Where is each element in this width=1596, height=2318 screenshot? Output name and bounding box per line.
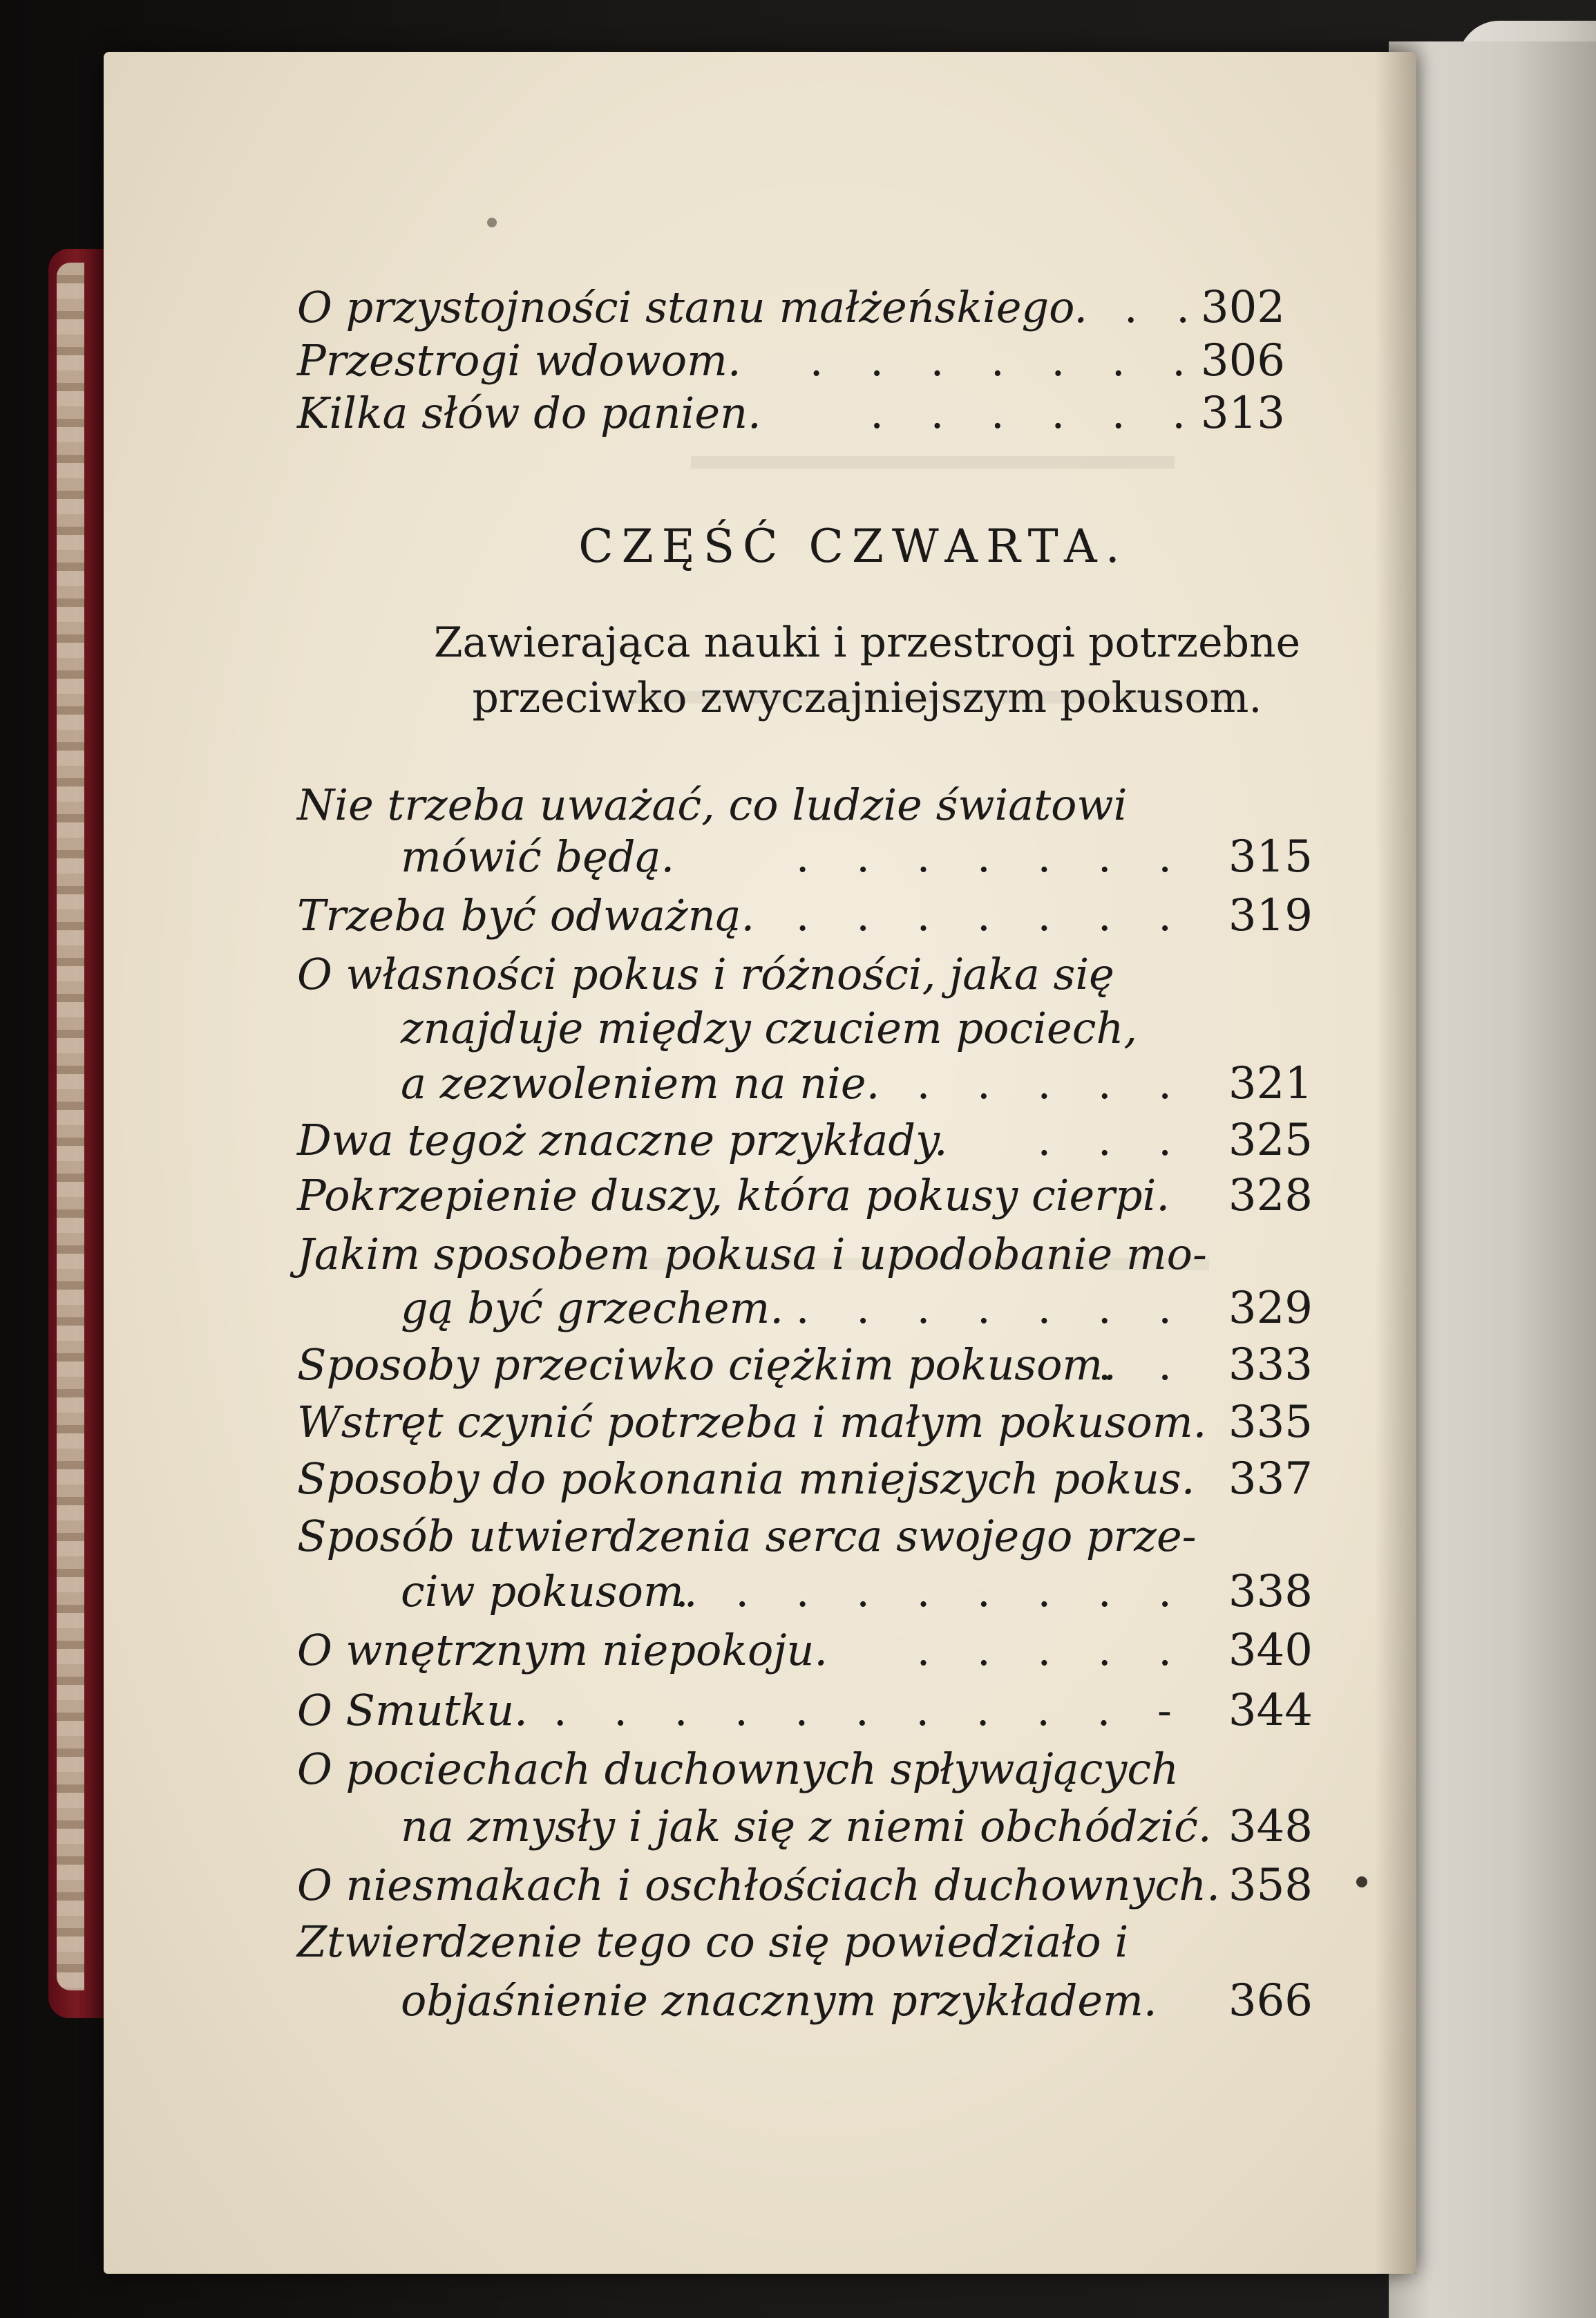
toc-leader: . . . . . . . . . . -: [553, 1685, 1188, 1735]
toc-page-number: 366: [1228, 1975, 1313, 2026]
toc-entry-line: [401, 1056, 1313, 1111]
toc-leader: . . . . .: [916, 1058, 1188, 1109]
toc-page-number: 335: [1228, 1397, 1313, 1448]
toc-leader: . .: [1123, 282, 1202, 332]
toc-page-number: 329: [1228, 1283, 1313, 1334]
toc-page-number: 344: [1228, 1685, 1313, 1736]
toc-entry-line: [401, 1799, 1313, 1854]
toc-entry-line: [297, 1742, 1313, 1797]
toc-page-number: 306: [1200, 335, 1285, 386]
toc-entry-line: [401, 1281, 1313, 1336]
toc-entry-line: [401, 1973, 1313, 2028]
toc-entry-title: objaśnienie znacznym przykładem.: [401, 1975, 1157, 2026]
toc-leader: . . . . . .: [870, 388, 1202, 438]
toc-page-number: 333: [1228, 1339, 1313, 1391]
toc-page-number: 328: [1228, 1170, 1313, 1221]
toc-page-number: 348: [1228, 1801, 1313, 1852]
toc-entry-line: [297, 778, 1313, 833]
toc-entry-title: na zmysły i jak się z niemi obchódzić.: [401, 1801, 1212, 1851]
toc-leader: . .: [1097, 1339, 1188, 1390]
toc-leader: . . . . .: [916, 1625, 1188, 1675]
toc-entry-title: Jakim sposobem pokusa i upodobanie mo-: [297, 1229, 1207, 1279]
toc-page-number: 358: [1228, 1860, 1313, 1911]
toc-entry-title: Pokrzepienie duszy, która pokusy cierpi.: [297, 1170, 1170, 1221]
toc-entry: [297, 386, 1285, 441]
bleed-through: [691, 456, 1175, 469]
toc-entry-title: Przestrogi wdowom.: [297, 335, 741, 386]
section-subtitle: przeciwko zwyczajniejszym pokusom.: [472, 674, 1262, 722]
toc-page-number: 338: [1228, 1566, 1313, 1617]
toc-entry: [297, 1395, 1313, 1450]
toc-entry-title: a zezwoleniem na nie.: [401, 1058, 880, 1109]
toc-page-number: 340: [1228, 1625, 1313, 1676]
toc-page-number: 321: [1228, 1058, 1313, 1109]
toc-leader: . . . . . . .: [809, 335, 1202, 386]
toc-entry: [297, 333, 1285, 388]
toc-entry-title: Ztwierdzenie tego co się powiedziało i: [297, 1916, 1129, 1967]
toc-entry: [297, 280, 1285, 335]
toc-entry-line: [401, 1564, 1313, 1619]
toc-entry-title: znajduje między czuciem pociech,: [401, 1003, 1138, 1053]
toc-leader: . . . . . . .: [795, 1283, 1188, 1333]
toc-page-number: 302: [1200, 282, 1285, 333]
toc-entry-title: Nie trzeba uważać, co ludzie światowi: [297, 780, 1128, 830]
toc-entry-title: Sposoby do pokonania mniejszych pokus.: [297, 1453, 1195, 1504]
facing-page: [1389, 41, 1596, 2318]
toc-entry: [297, 1337, 1313, 1393]
toc-entry: [297, 1623, 1313, 1678]
toc-page-number: 325: [1228, 1115, 1313, 1166]
toc-entry-title: Trzeba być odważną.: [297, 890, 755, 941]
toc-entry-line: [401, 829, 1313, 885]
toc-entry-title: Sposób utwierdzenia serca swojego prze-: [297, 1511, 1197, 1561]
toc-entry-title: Wstręt czynić potrzeba i małym pokusom.: [297, 1397, 1207, 1447]
toc-entry-line: [297, 1509, 1313, 1564]
toc-entry-title: O niesmakach i oschłościach duchownych.: [297, 1860, 1220, 1910]
toc-page-number: 319: [1228, 890, 1313, 941]
toc-page-number: 337: [1228, 1453, 1313, 1505]
section-title: CZĘŚĆ CZWARTA.: [578, 520, 1128, 573]
toc-entry-title: O Smutku.: [297, 1685, 528, 1735]
toc-entry: [297, 1451, 1313, 1507]
toc-leader: . . . . . . . . .: [674, 1566, 1188, 1617]
toc-entry-line: [401, 1001, 1313, 1056]
toc-entry-title: Kilka słów do panien.: [297, 388, 761, 438]
toc-entry-title: gą być grzechem.: [401, 1283, 784, 1333]
page-gutter-shadow: [1375, 52, 1416, 2274]
toc-entry-title: O pociechach duchownych spływających: [297, 1744, 1179, 1794]
toc-entry-title: ciw pokusom.: [401, 1566, 698, 1617]
toc-entry-title: mówić będą.: [401, 831, 675, 882]
toc-entry: [297, 1683, 1313, 1738]
toc-leader: . . . . . . .: [795, 831, 1188, 882]
toc-leader: . . . . . . .: [795, 890, 1188, 941]
toc-page-number: 313: [1200, 388, 1285, 439]
toc-entry-title: Sposoby przeciwko ciężkim pokusom.: [297, 1339, 1117, 1390]
toc-entry-line: [297, 1914, 1313, 1970]
toc-leader: . . .: [1037, 1115, 1188, 1165]
toc-entry-title: O własności pokus i różności, jaka się: [297, 949, 1114, 999]
toc-entry-line: [297, 1227, 1313, 1282]
page-mark: [487, 218, 497, 227]
toc-entry-title: Dwa tegoż znaczne przykłady.: [297, 1115, 948, 1165]
toc-page-number: 315: [1228, 831, 1313, 883]
section-subtitle: Zawierająca nauki i przestrogi potrzebne: [433, 619, 1301, 667]
toc-entry: [297, 888, 1313, 943]
toc-entry: [297, 1113, 1313, 1168]
toc-entry: [297, 1168, 1313, 1223]
toc-entry-line: [297, 947, 1313, 1002]
toc-entry: [297, 1858, 1313, 1913]
toc-entry-title: O przystojności stanu małżeńskiego.: [297, 282, 1088, 332]
page-mark: [1356, 1876, 1367, 1887]
toc-entry-title: O wnętrznym niepokoju.: [297, 1625, 828, 1675]
